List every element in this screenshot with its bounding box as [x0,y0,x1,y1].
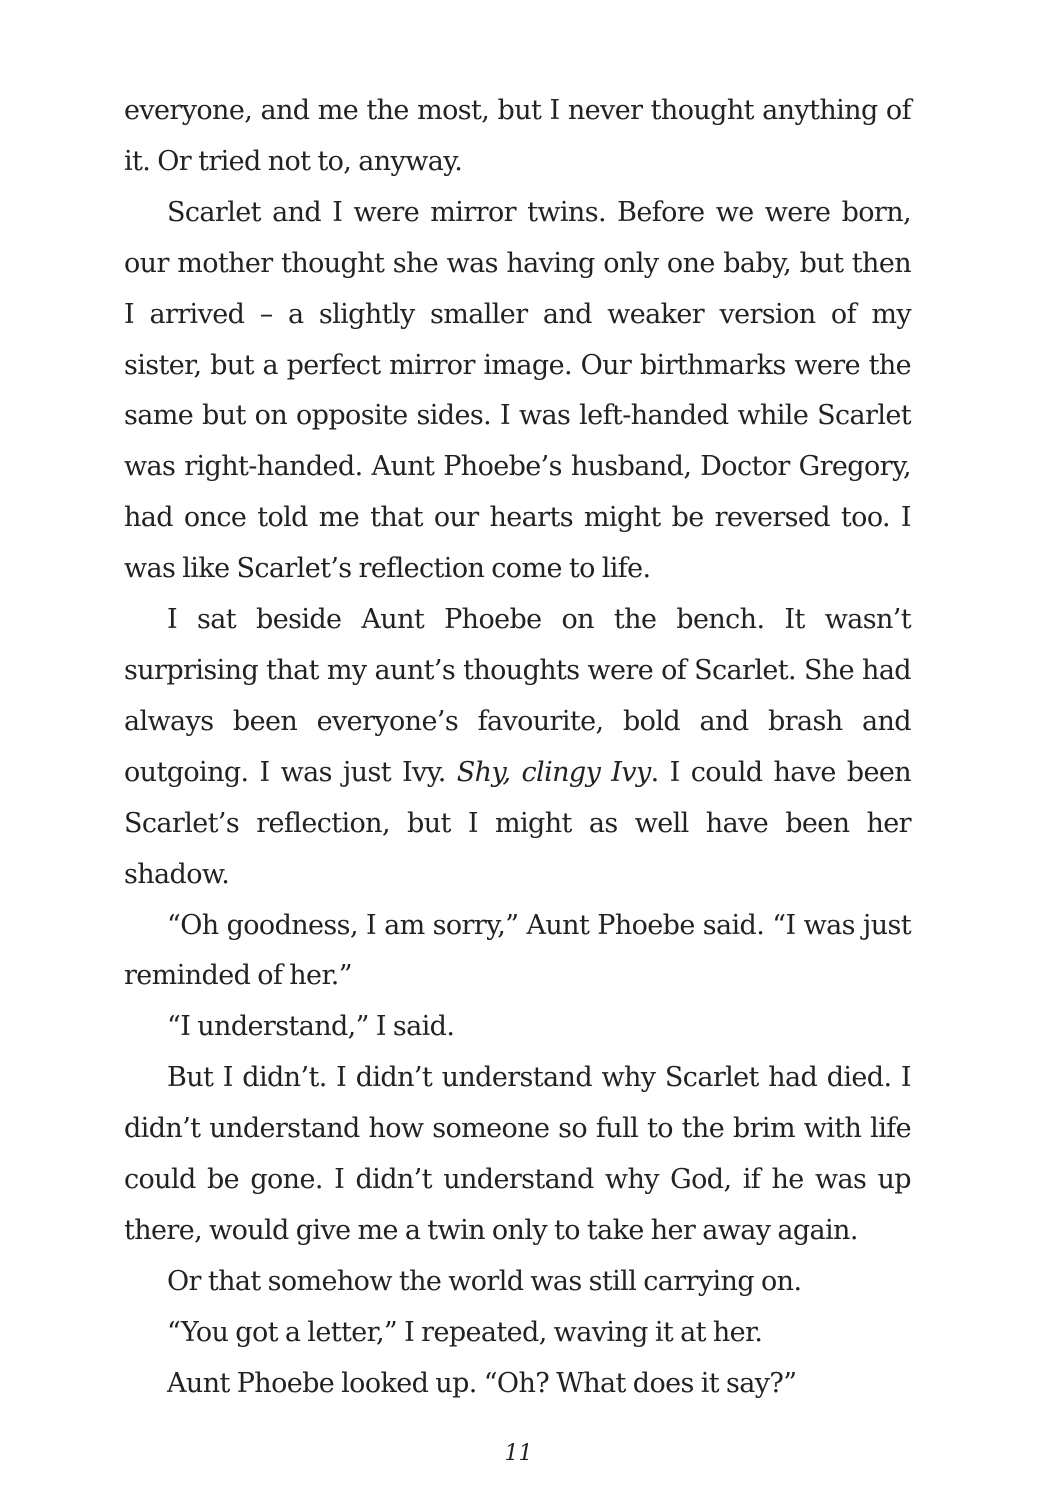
paragraph-3 [124,595,911,900]
paragraph-3-italic-phrase: Shy, clingy Ivy [456,756,651,788]
paragraph-3-text-after: . I could have been Scarlet’s reflection, but I might as well have been her shadow. [124,756,912,890]
paragraph-5: “I understand,” I said. [167,1011,455,1043]
paragraph-1: everyone, and me the most, but I never thought anything of it. Or tried not to, anyway. [124,95,911,177]
page-number: 11 [504,1441,533,1466]
paragraph-3-text-before: I sat beside Aunt Phoebe on the bench. It wasn’t surprising that my aunt’s thoughts were of Scarlet. She had always been everyone’s favourite, bold and brash and outgoing. I was just Ivy. [124,604,911,788]
paragraph-8: “You got a letter,” I repeated, waving it at her. [167,1316,763,1348]
paragraph-2: Scarlet and I were mirror twins. Before we were born, our mother thought she was having only one baby, but then I arrived – a slightly smaller and weaker version of my sister, but a perfect mirror image. Our birthmarks were the same but on opposite sides. I was left-handed while Scarlet was right-handed. Aunt Phoebe’s husband, Doctor Gregory, had once told me that our hearts might be reversed too. I was like Scarlet’s reflection come to life. [124,196,911,585]
page-body [124,86,911,1410]
paragraph-4: “Oh goodness, I am sorry,” Aunt Phoebe said. “I was just reminded of her.” [124,909,911,992]
paragraph-7: Or that somehow the world was still carrying on. [167,1265,802,1297]
paragraph-9: Aunt Phoebe looked up. “Oh? What does it say?” [167,1367,797,1399]
paragraph-6: But I didn’t. I didn’t understand why Scarlet had died. I didn’t understand how someone so full to the brim with life could be gone. I didn’t understand why God, if he was up there, would give me a twin only to take her away again. [124,1062,911,1246]
